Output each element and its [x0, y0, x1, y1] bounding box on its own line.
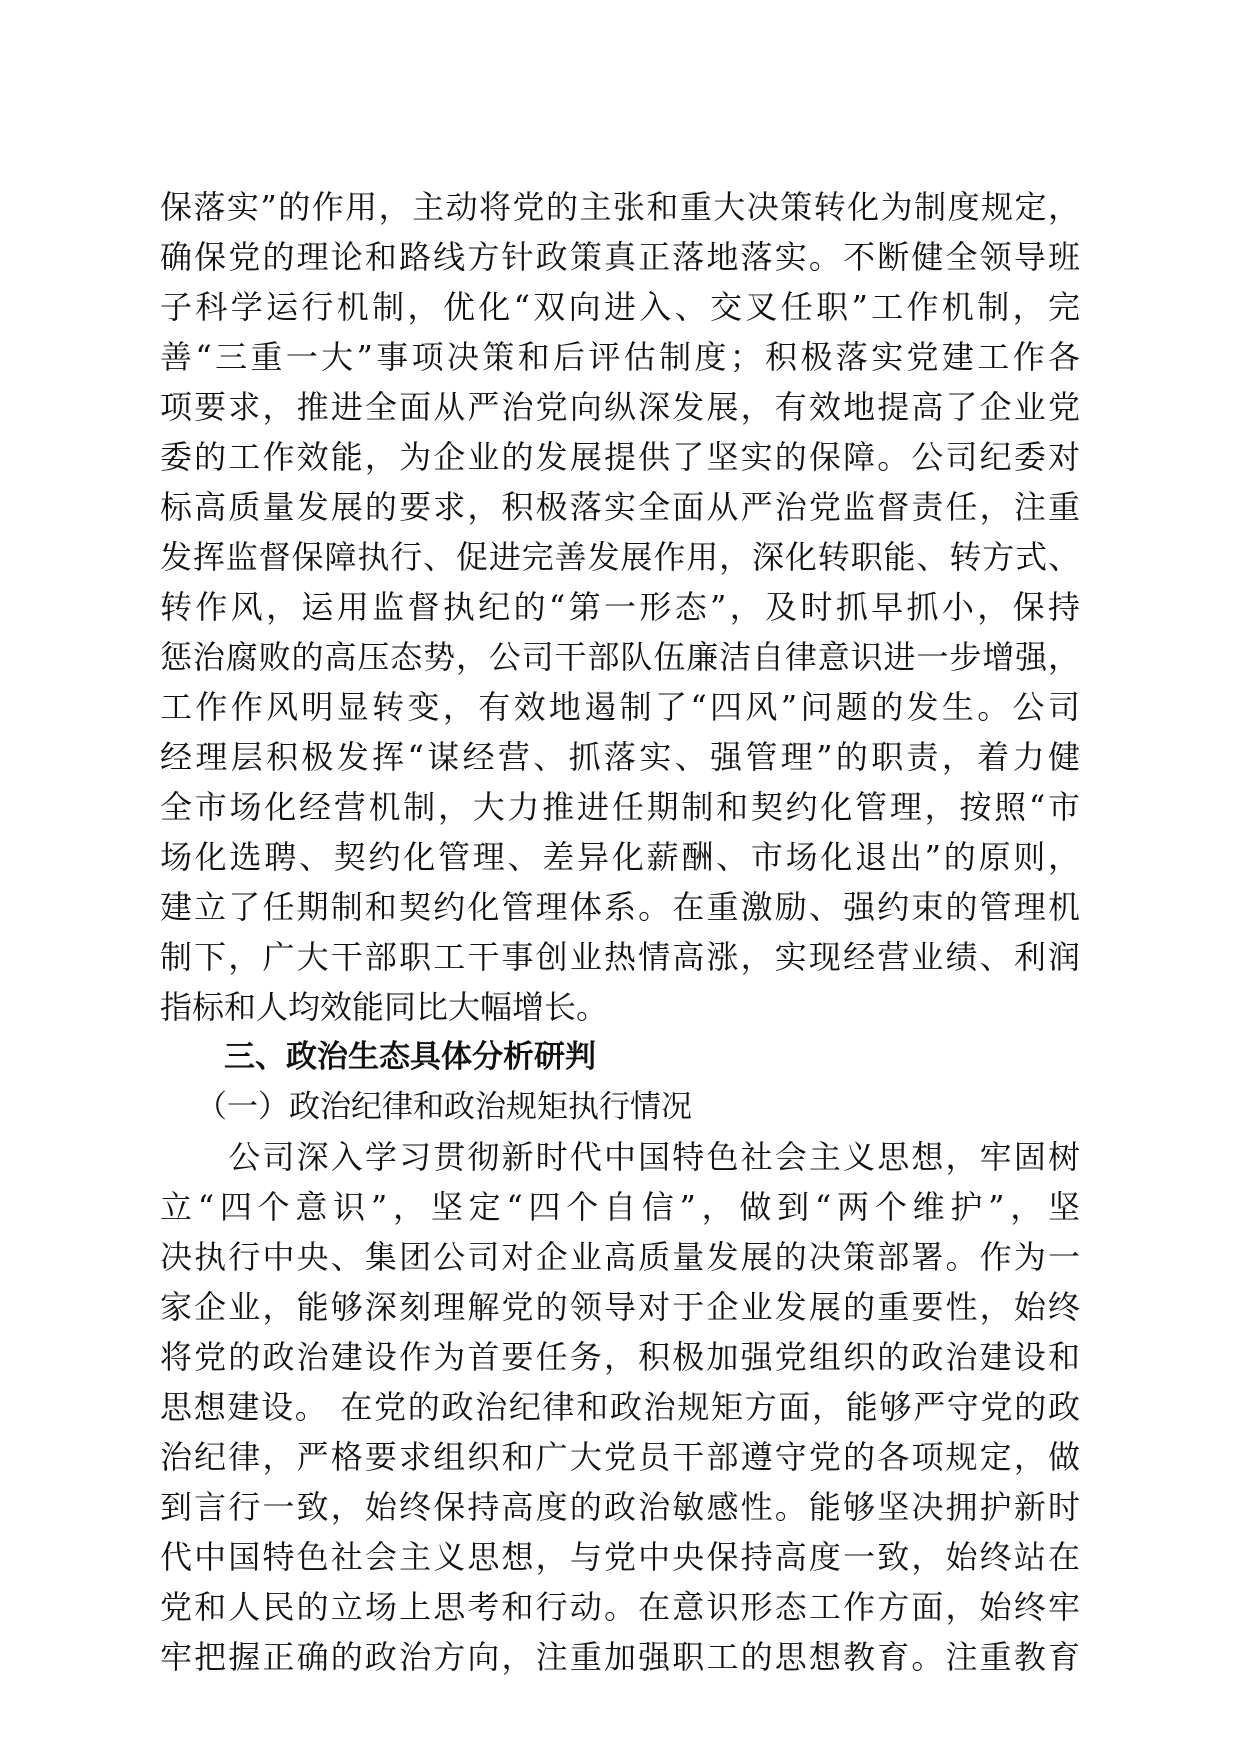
text-line: 牢把握正确的政治方向，注重加强职工的思想教育。注重教育	[160, 1638, 1080, 1676]
text-line: 代中国特色社会主义思想，与党中央保持高度一致，始终站在	[160, 1538, 1080, 1576]
text-line: 项要求，推进全面从严治党向纵深发展，有效地提高了企业党	[160, 388, 1080, 426]
text-line: 全市场化经营机制，大力推进任期制和契约化管理，按照“市	[160, 788, 1080, 826]
text-line: 治纪律，严格要求组织和广大党员干部遵守党的各项规定，做	[160, 1438, 1080, 1476]
text-line: 发挥监督保障执行、促进完善发展作用，深化转职能、转方式、	[160, 538, 1080, 576]
text-line: 经理层积极发挥“谋经营、抓落实、强管理”的职责，着力健	[160, 738, 1080, 776]
text-line: 家企业，能够深刻理解党的领导对于企业发展的重要性，始终	[160, 1288, 1080, 1326]
text-line: 立“四个意识”，坚定“四个自信”，做到“两个维护”，坚	[160, 1188, 1080, 1226]
text-line: 善“三重一大”事项决策和后评估制度；积极落实党建工作各	[160, 338, 1080, 376]
text-line: 确保党的理论和路线方针政策真正落地落实。不断健全领导班	[160, 238, 1080, 276]
text-line: 到言行一致，始终保持高度的政治敏感性。能够坚决拥护新时	[160, 1488, 1080, 1526]
paragraph-continuation	[160, 182, 1080, 1032]
text-line: 保落实”的作用，主动将党的主张和重大决策转化为制度规定，	[160, 188, 1080, 226]
text-line: 建立了任期制和契约化管理体系。在重激励、强约束的管理机	[160, 888, 1080, 926]
text-line: 场化选聘、契约化管理、差异化薪酬、市场化退出”的原则，	[160, 838, 1080, 876]
text-line: 党和人民的立场上思考和行动。在意识形态工作方面，始终牢	[160, 1588, 1080, 1626]
text-line: 子科学运行机制，优化“双向进入、交叉任职”工作机制，完	[160, 288, 1080, 326]
text-line: 转作风，运用监督执纪的“第一形态”，及时抓早抓小，保持	[160, 588, 1080, 626]
section-heading: 三、政治生态具体分析研判	[224, 1039, 596, 1075]
text-line: 委的工作效能，为企业的发展提供了坚实的保障。公司纪委对	[160, 438, 1080, 476]
text-line: 惩治腐败的高压态势，公司干部队伍廉洁自律意识进一步增强，	[160, 638, 1080, 676]
text-line: 标高质量发展的要求，积极落实全面从严治党监督责任，注重	[160, 488, 1080, 526]
text-line: 指标和人均效能同比大幅增长。	[160, 988, 609, 1026]
text-line: 决执行中央、集团公司对企业高质量发展的决策部署。作为一	[160, 1238, 1080, 1276]
text-line: 将党的政治建设作为首要任务，积极加强党组织的政治建设和	[160, 1338, 1080, 1376]
paragraph-political-discipline	[160, 1132, 1080, 1682]
text-line: 工作作风明显转变，有效地遏制了“四风”问题的发生。公司	[160, 688, 1080, 726]
text-line: 公司深入学习贯彻新时代中国特色社会主义思想，牢固树	[160, 1138, 1080, 1176]
subsection-heading: （一）政治纪律和政治规矩执行情况	[196, 1089, 692, 1125]
document-body	[160, 182, 1080, 1682]
text-line: 思想建设。 在党的政治纪律和政治规矩方面，能够严守党的政	[160, 1388, 1080, 1426]
text-line: 制下，广大干部职工干事创业热情高涨，实现经营业绩、利润	[160, 938, 1080, 976]
